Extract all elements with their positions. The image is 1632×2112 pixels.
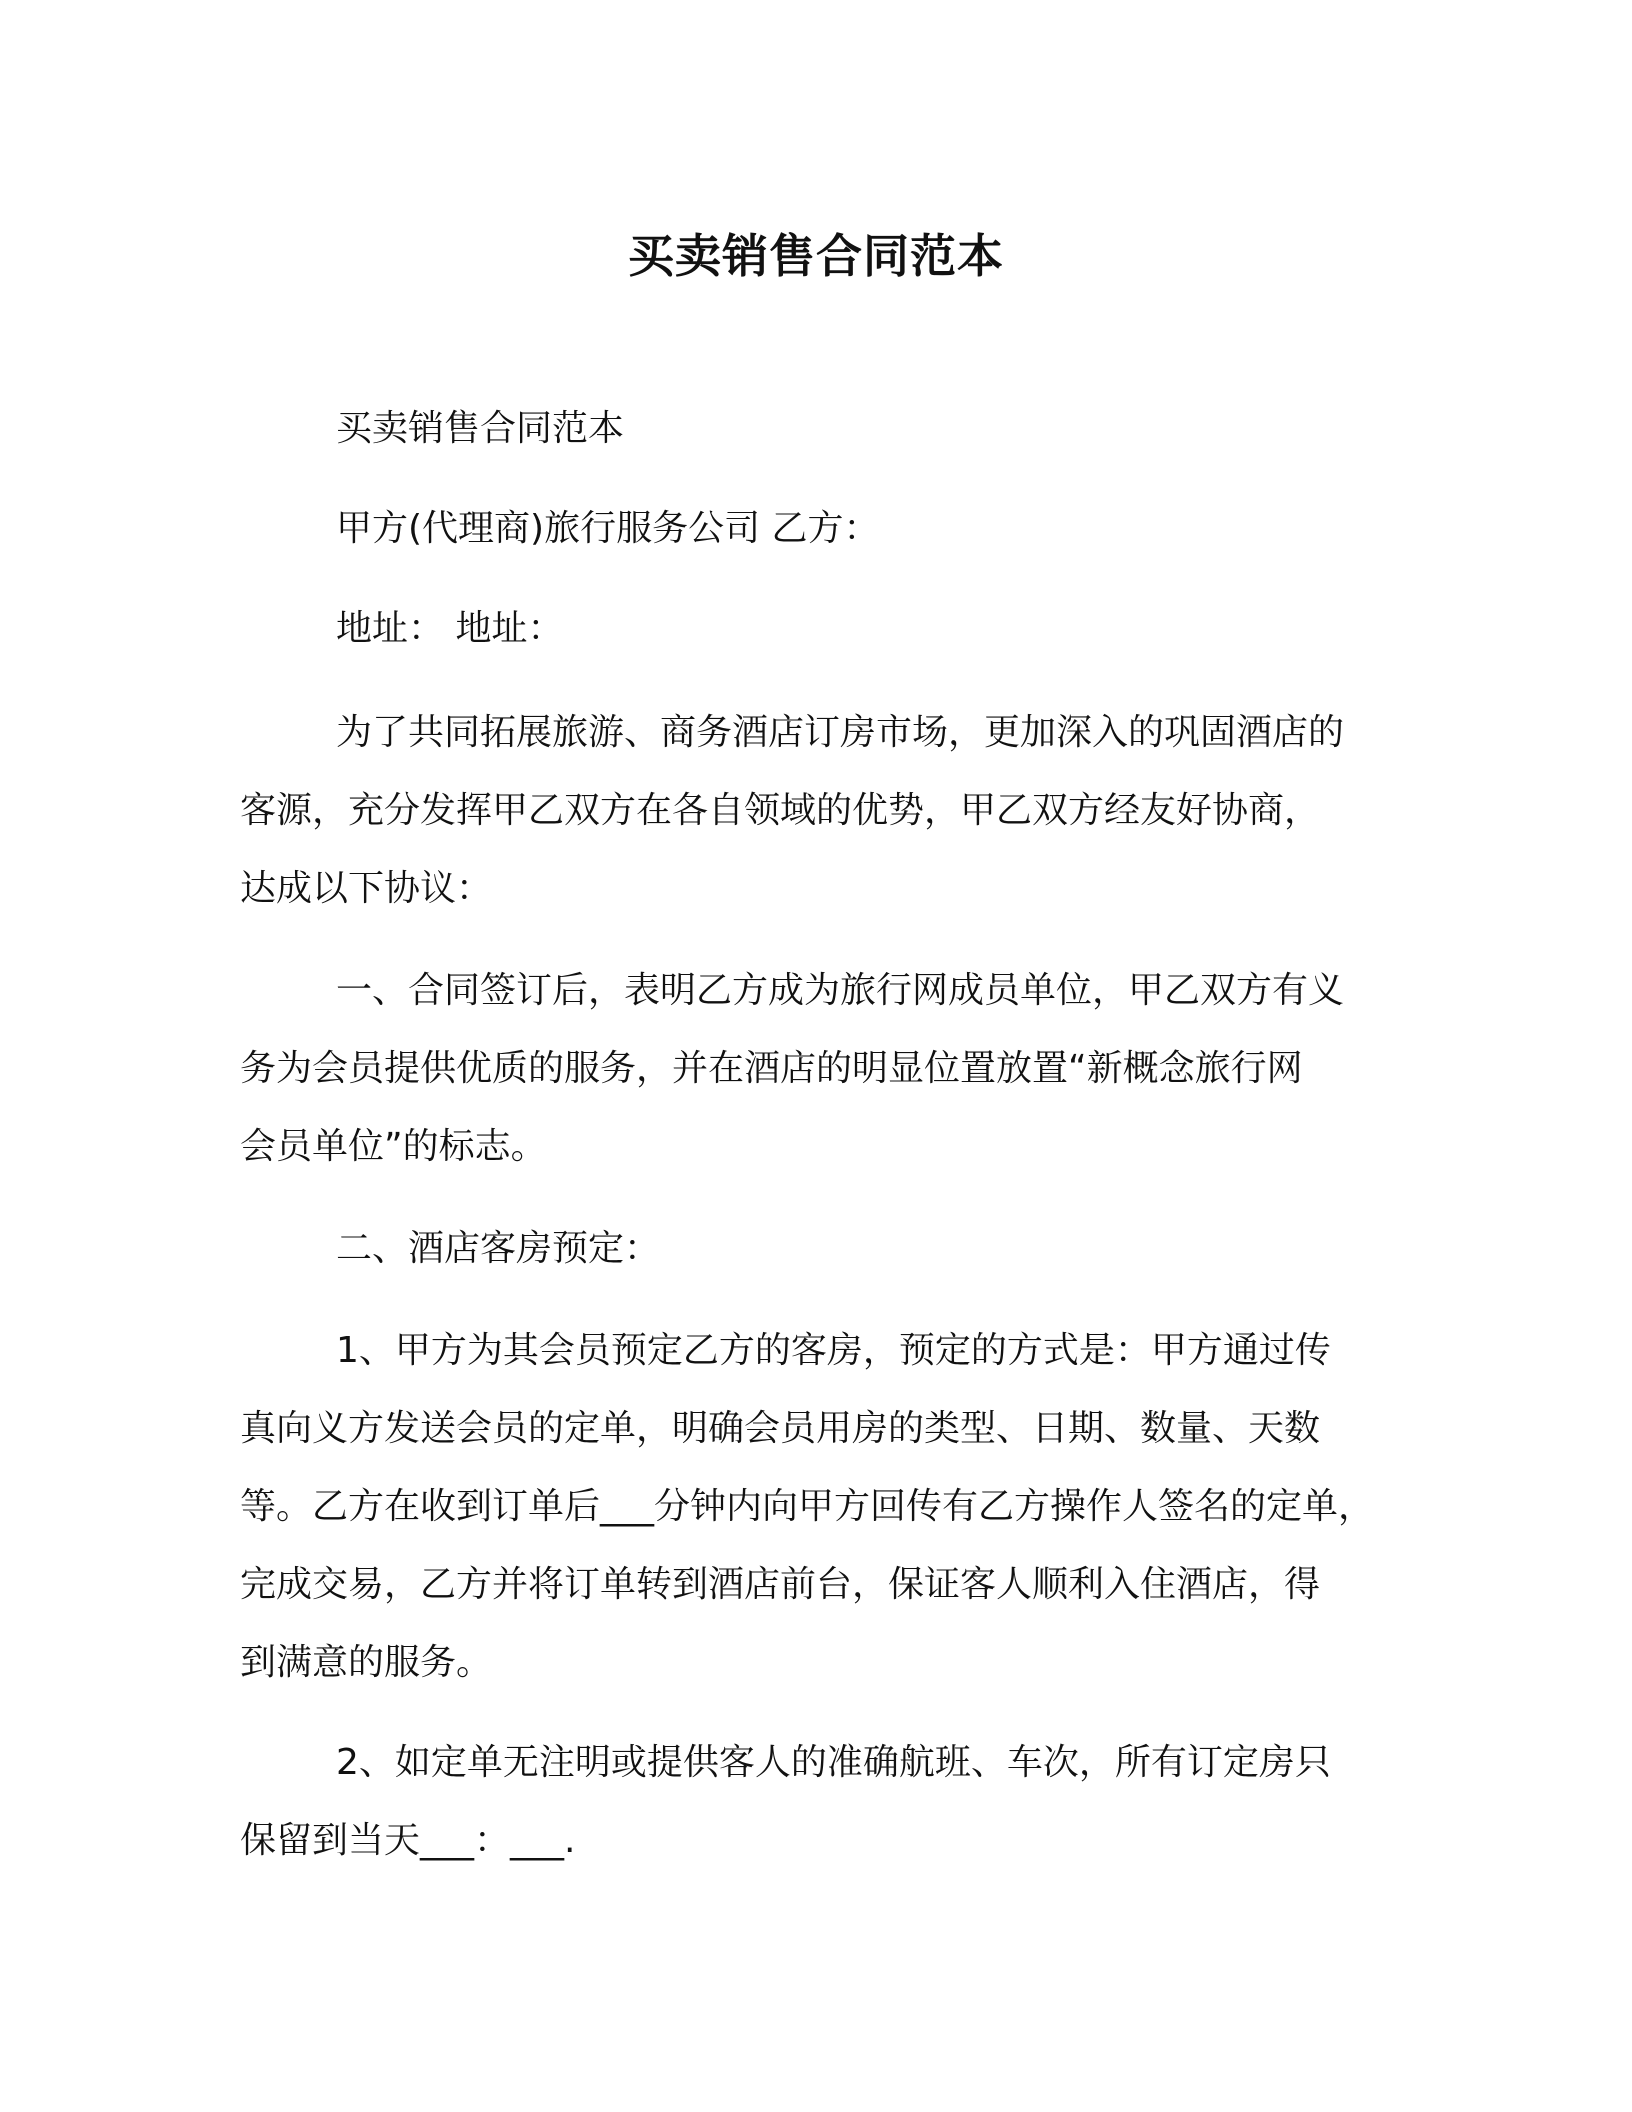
address-line: 地址： 地址：	[336, 608, 564, 649]
intro-line: 达成以下协议：	[240, 868, 493, 909]
clause-1-line: 务为会员提供优质的服务，并在酒店的明显位置放置“新概念旅行网	[240, 1048, 1303, 1089]
clause-2-heading: 二、酒店客房预定：	[336, 1228, 661, 1269]
subtitle-line: 买卖销售合同范本	[336, 408, 625, 449]
intro-line: 为了共同拓展旅游、商务酒店订房市场，更加深入的巩固酒店的	[336, 712, 1345, 753]
intro-line: 客源，充分发挥甲乙双方在各自领域的优势，甲乙双方经友好协商，	[240, 790, 1321, 831]
address-paragraph	[240, 590, 1420, 668]
clause-1-line: 一、合同签订后，表明乙方成为旅行网成员单位，甲乙双方有义	[336, 970, 1345, 1011]
subtitle-paragraph	[240, 390, 1420, 468]
clause-2-item-2-line: 2、如定单无注明或提供客人的准确航班、车次，所有订定房只	[336, 1742, 1331, 1783]
clause-2-item-1-line: 1、甲方为其会员预定乙方的客房，预定的方式是：甲方通过传	[336, 1330, 1331, 1371]
clause-2-heading-paragraph	[240, 1210, 1420, 1288]
clause-2-item-1-line: 等。乙方在收到订单后___分钟内向甲方回传有乙方操作人签名的定单，	[240, 1486, 1375, 1527]
clause-2-item-2-line: 保留到当天___：___.	[240, 1820, 576, 1861]
parties-line: 甲方(代理商)旅行服务公司 乙方：	[336, 508, 880, 549]
clause-2-item-1-paragraph	[240, 1312, 1420, 1702]
intro-paragraph	[240, 694, 1420, 928]
clause-2-item-1-line: 完成交易，乙方并将订单转到酒店前台，保证客人顺利入住酒店，得	[240, 1564, 1321, 1605]
clause-1-paragraph	[240, 952, 1420, 1186]
parties-paragraph	[240, 490, 1420, 568]
clause-2-item-1-line: 到满意的服务。	[240, 1642, 493, 1683]
document-title: 买卖销售合同范本	[628, 229, 1004, 283]
clause-2-item-2-paragraph	[240, 1724, 1420, 1880]
clause-1-line: 会员单位”的标志。	[240, 1126, 547, 1167]
clause-2-item-1-line: 真向义方发送会员的定单，明确会员用房的类型、日期、数量、天数	[240, 1408, 1321, 1449]
